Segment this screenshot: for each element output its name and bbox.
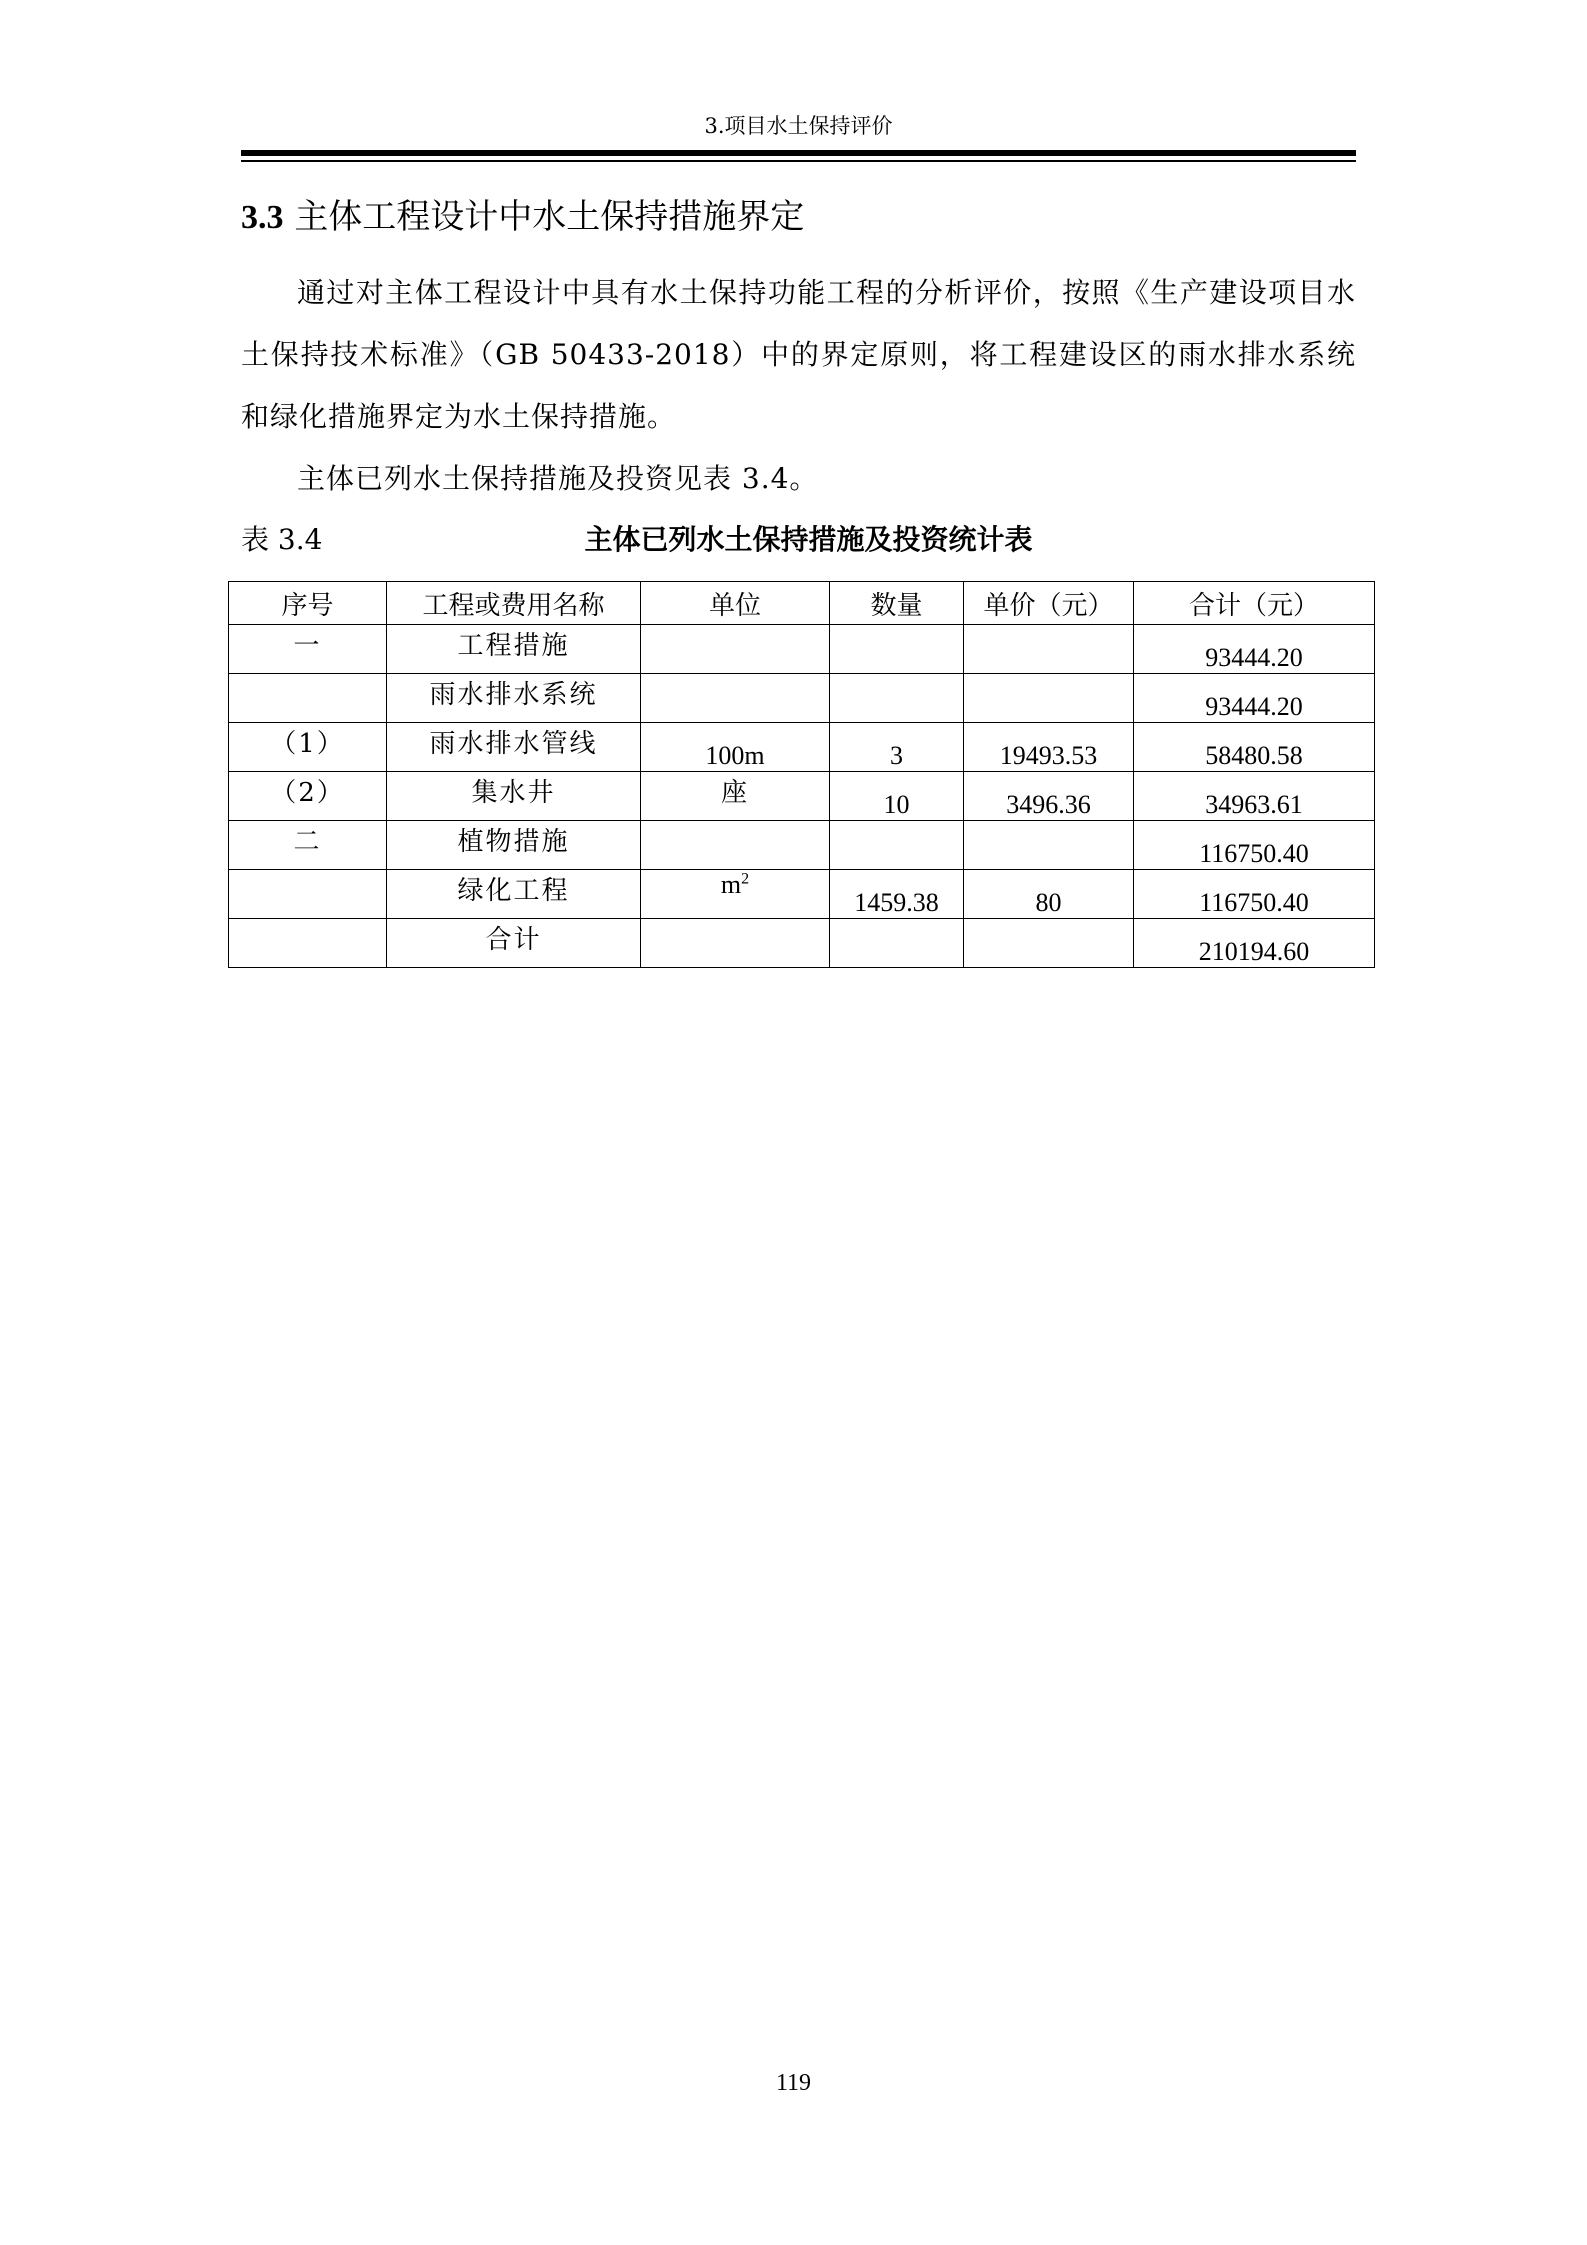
- unit-superscript: 2: [741, 870, 750, 888]
- section-title: 主体工程设计中水土保持措施界定: [294, 197, 805, 237]
- cell-unit: 100m: [641, 723, 830, 772]
- header-qty: 数量: [830, 582, 964, 625]
- cell-qty: 10: [830, 772, 964, 821]
- table-header-row: [229, 582, 1375, 625]
- cell-price: 3496.36: [964, 772, 1134, 821]
- cell-unit: [641, 870, 830, 919]
- cell-total: 58480.58: [1134, 723, 1375, 772]
- cell-price: 80: [964, 870, 1134, 919]
- section-heading: [241, 194, 804, 241]
- cell-name: 集水井: [387, 772, 641, 821]
- cell-total: 93444.20: [1134, 625, 1375, 674]
- cell-total: 210194.60: [1134, 919, 1375, 968]
- body-text: [241, 262, 1356, 510]
- cell-qty: [830, 821, 964, 870]
- cell-price: [964, 625, 1134, 674]
- cell-seq: [229, 919, 387, 968]
- cell-seq: （2）: [229, 772, 387, 821]
- cell-total: 116750.40: [1134, 870, 1375, 919]
- cell-name: 雨水排水系统: [387, 674, 641, 723]
- cell-qty: 1459.38: [830, 870, 964, 919]
- table-row: [229, 625, 1375, 674]
- table-caption: [241, 518, 1356, 562]
- header-rule-thin: [241, 160, 1356, 162]
- cell-price: [964, 674, 1134, 723]
- cell-unit: [641, 674, 830, 723]
- cell-name: 绿化工程: [387, 870, 641, 919]
- cell-unit: [641, 625, 830, 674]
- section-number: 3.3: [241, 199, 284, 236]
- cell-unit: 座: [641, 772, 830, 821]
- header-price: 单价（元）: [964, 582, 1134, 625]
- unit-base: m: [720, 870, 742, 899]
- table-row: [229, 723, 1375, 772]
- cell-name: 雨水排水管线: [387, 723, 641, 772]
- page-number: 119: [775, 2070, 812, 2096]
- table-row-total: [229, 919, 1375, 968]
- cell-total: 34963.61: [1134, 772, 1375, 821]
- cell-unit: [641, 821, 830, 870]
- cell-qty: [830, 625, 964, 674]
- header-seq: 序号: [229, 582, 387, 625]
- cell-seq: 二: [229, 821, 387, 870]
- investment-table: [228, 581, 1375, 968]
- cell-name: 工程措施: [387, 625, 641, 674]
- table-caption-title: 主体已列水土保持措施及投资统计表: [584, 523, 1033, 556]
- cell-price: 19493.53: [964, 723, 1134, 772]
- cell-seq: [229, 674, 387, 723]
- cell-name: 植物措施: [387, 821, 641, 870]
- cell-qty: [830, 919, 964, 968]
- header-total: 合计（元）: [1134, 582, 1375, 625]
- cell-seq: [229, 870, 387, 919]
- cell-price: [964, 821, 1134, 870]
- cell-qty: 3: [830, 723, 964, 772]
- table-row: [229, 870, 1375, 919]
- cell-total: 116750.40: [1134, 821, 1375, 870]
- paragraph-2: 主体已列水土保持措施及投资见表 3.4。: [297, 462, 819, 495]
- table-row: [229, 772, 1375, 821]
- paragraph-1: 通过对主体工程设计中具有水土保持功能工程的分析评价，按照《生产建设项目水土保持技术标准》（GB 50433-2018）中的界定原则，将工程建设区的雨水排水系统和绿化措施界定为水土保持措施。: [241, 276, 1356, 433]
- cell-total: 93444.20: [1134, 674, 1375, 723]
- cell-seq: （1）: [229, 723, 387, 772]
- cell-price: [964, 919, 1134, 968]
- header-rule-thick: [241, 150, 1356, 156]
- cell-qty: [830, 674, 964, 723]
- running-header: 3.项目水土保持评价: [704, 114, 893, 138]
- cell-seq: 一: [229, 625, 387, 674]
- header-name: 工程或费用名称: [387, 582, 641, 625]
- cell-unit: [641, 919, 830, 968]
- header-unit: 单位: [641, 582, 830, 625]
- cell-name: 合计: [387, 919, 641, 968]
- table-row: [229, 821, 1375, 870]
- table-caption-number: 表 3.4: [241, 523, 323, 556]
- table-row: [229, 674, 1375, 723]
